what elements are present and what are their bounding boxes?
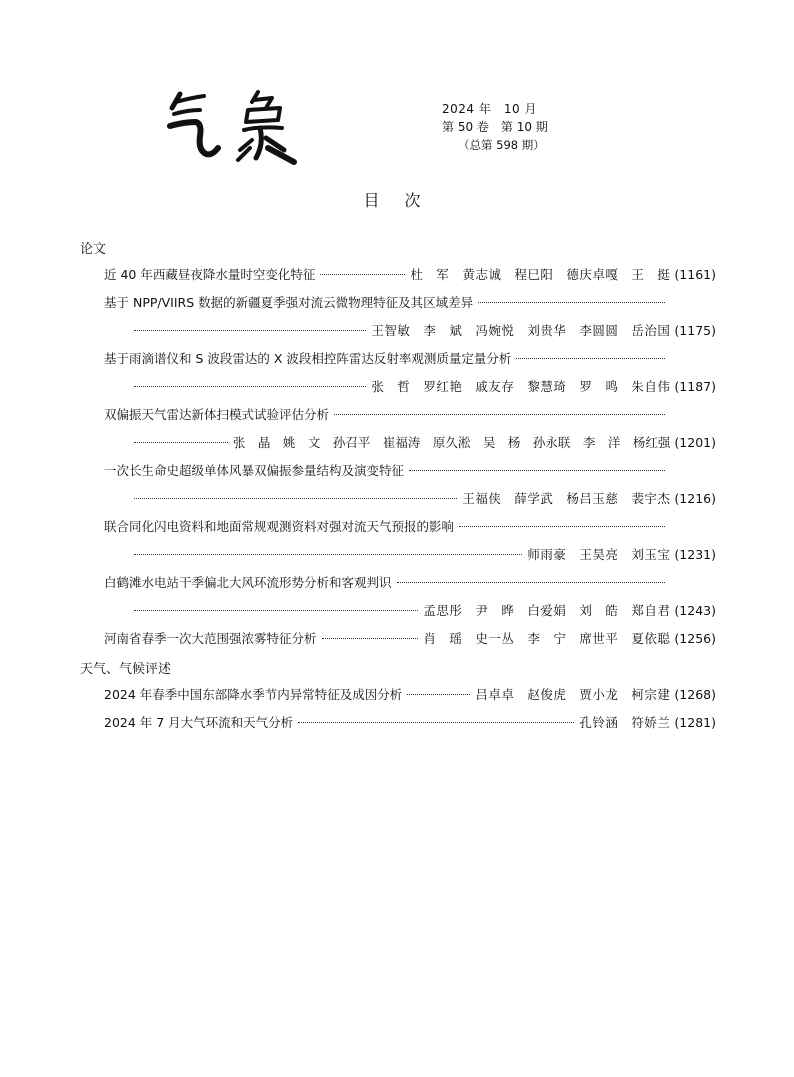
leader-dots [397, 582, 665, 583]
section-heading-papers: 论文 [80, 242, 107, 257]
toc-entry-page: (1268) [674, 687, 716, 702]
leader-dots [134, 610, 418, 611]
leader-dots [134, 442, 228, 443]
issue-info [442, 100, 548, 154]
toc-entry-title-line[interactable] [104, 349, 670, 369]
journal-masthead [160, 88, 320, 168]
toc-entry-title: 河南省春季一次大范围强浓雾特征分析 [104, 631, 317, 646]
toc-entry-page: (1243) [674, 603, 716, 618]
leader-dots [134, 330, 366, 331]
leader-dots [298, 722, 574, 723]
toc-entry-title: 2024 年春季中国东部降水季节内异常特征及成因分析 [104, 687, 403, 702]
toc-entry[interactable] [104, 713, 716, 733]
toc-entry-page: (1201) [674, 435, 716, 450]
toc-entry-title-line[interactable] [104, 517, 670, 537]
toc-entry-page: (1231) [674, 547, 716, 562]
toc-entry-authors-line[interactable] [134, 489, 716, 509]
toc-entry-authors: 肖 瑶 史一丛 李 宁 席世平 夏依聪 [423, 631, 671, 646]
leader-dots [334, 414, 665, 415]
toc-entry-page: (1161) [674, 267, 716, 282]
toc-entry-title: 基于雨滴谱仪和 S 波段雷达的 X 波段相控阵雷达反射率观测质量定量分析 [104, 351, 512, 366]
journal-title-calligraphy [160, 88, 320, 168]
toc-entry[interactable] [104, 629, 716, 649]
toc-entry-title: 白鹤滩水电站干季偏北大风环流形势分析和客观判识 [104, 575, 392, 590]
toc-entry-page: (1281) [674, 715, 716, 730]
section-heading-weather-climate-review: 天气、气候评述 [80, 662, 172, 677]
toc-entry-title: 联合同化闪电资料和地面常规观测资料对强对流天气预报的影响 [104, 519, 455, 534]
toc-entry-page: (1187) [674, 379, 716, 394]
leader-dots [134, 498, 457, 499]
leader-dots [459, 526, 665, 527]
leader-dots [516, 358, 665, 359]
leader-dots [409, 470, 665, 471]
toc-entry-authors-line[interactable] [134, 433, 716, 453]
leader-dots [134, 386, 366, 387]
toc-entry-authors-line[interactable] [134, 601, 716, 621]
toc-entry-authors: 张 哲 罗红艳 戚友存 黎慧琦 罗 鸣 朱自伟 [371, 379, 671, 394]
leader-dots [320, 274, 405, 275]
toc-entry-title: 2024 年 7 月大气环流和天气分析 [104, 715, 294, 730]
leader-dots [322, 638, 419, 639]
toc-entry-authors-line[interactable] [134, 377, 716, 397]
contents-title: 目 次 [363, 191, 431, 210]
toc-entry-authors: 杜 军 黄志诚 程巳阳 德庆卓嘎 王 挺 [410, 267, 671, 282]
toc-entry-title-line[interactable] [104, 405, 670, 425]
issue-volume: 第 50 卷 第 10 期 [442, 120, 548, 134]
issue-total-number: （总第 598 期） [458, 138, 545, 152]
toc-entry[interactable] [104, 685, 716, 705]
toc-entry-title: 基于 NPP/VIIRS 数据的新疆夏季强对流云微物理特征及其区域差异 [104, 295, 474, 310]
toc-entry-page: (1175) [674, 323, 716, 338]
toc-entry-authors: 孟思彤 尹 晔 白爱娟 刘 皓 郑自君 [423, 603, 671, 618]
toc-entry-title-line[interactable] [104, 573, 670, 593]
leader-dots [478, 302, 665, 303]
toc-entry-title-line[interactable] [104, 461, 670, 481]
toc-entry-title-line[interactable] [104, 293, 670, 313]
toc-entry-authors: 张 晶 姚 文 孙召平 崔福涛 原久淞 吴 杨 孙永联 李 洋 杨红强 [232, 435, 671, 450]
toc-entry-page: (1216) [674, 491, 716, 506]
toc-entry-authors: 吕卓卓 赵俊虎 贾小龙 柯宗建 [475, 687, 671, 702]
issue-date: 2024 年 10 月 [442, 102, 537, 116]
toc-entry-page: (1256) [674, 631, 716, 646]
toc-entry-authors-line[interactable] [134, 321, 716, 341]
toc-entry-authors: 孔铃涵 符娇兰 [579, 715, 671, 730]
toc-entry[interactable] [104, 265, 716, 285]
leader-dots [407, 694, 470, 695]
leader-dots [134, 554, 522, 555]
toc-entry-authors: 师雨豪 王昊亮 刘玉宝 [527, 547, 671, 562]
toc-entry-authors-line[interactable] [134, 545, 716, 565]
toc-entry-title: 近 40 年西藏昼夜降水量时空变化特征 [104, 267, 316, 282]
toc-entry-authors: 王福侠 薛学武 杨吕玉慈 裴宇杰 [462, 491, 671, 506]
toc-entry-title: 一次长生命史超级单体风暴双偏振参量结构及演变特征 [104, 463, 405, 478]
toc-entry-title: 双偏振天气雷达新体扫模式试验评估分析 [104, 407, 330, 422]
toc-entry-authors: 王智敏 李 斌 冯婉悦 刘贵华 李圆圆 岳治国 [371, 323, 671, 338]
